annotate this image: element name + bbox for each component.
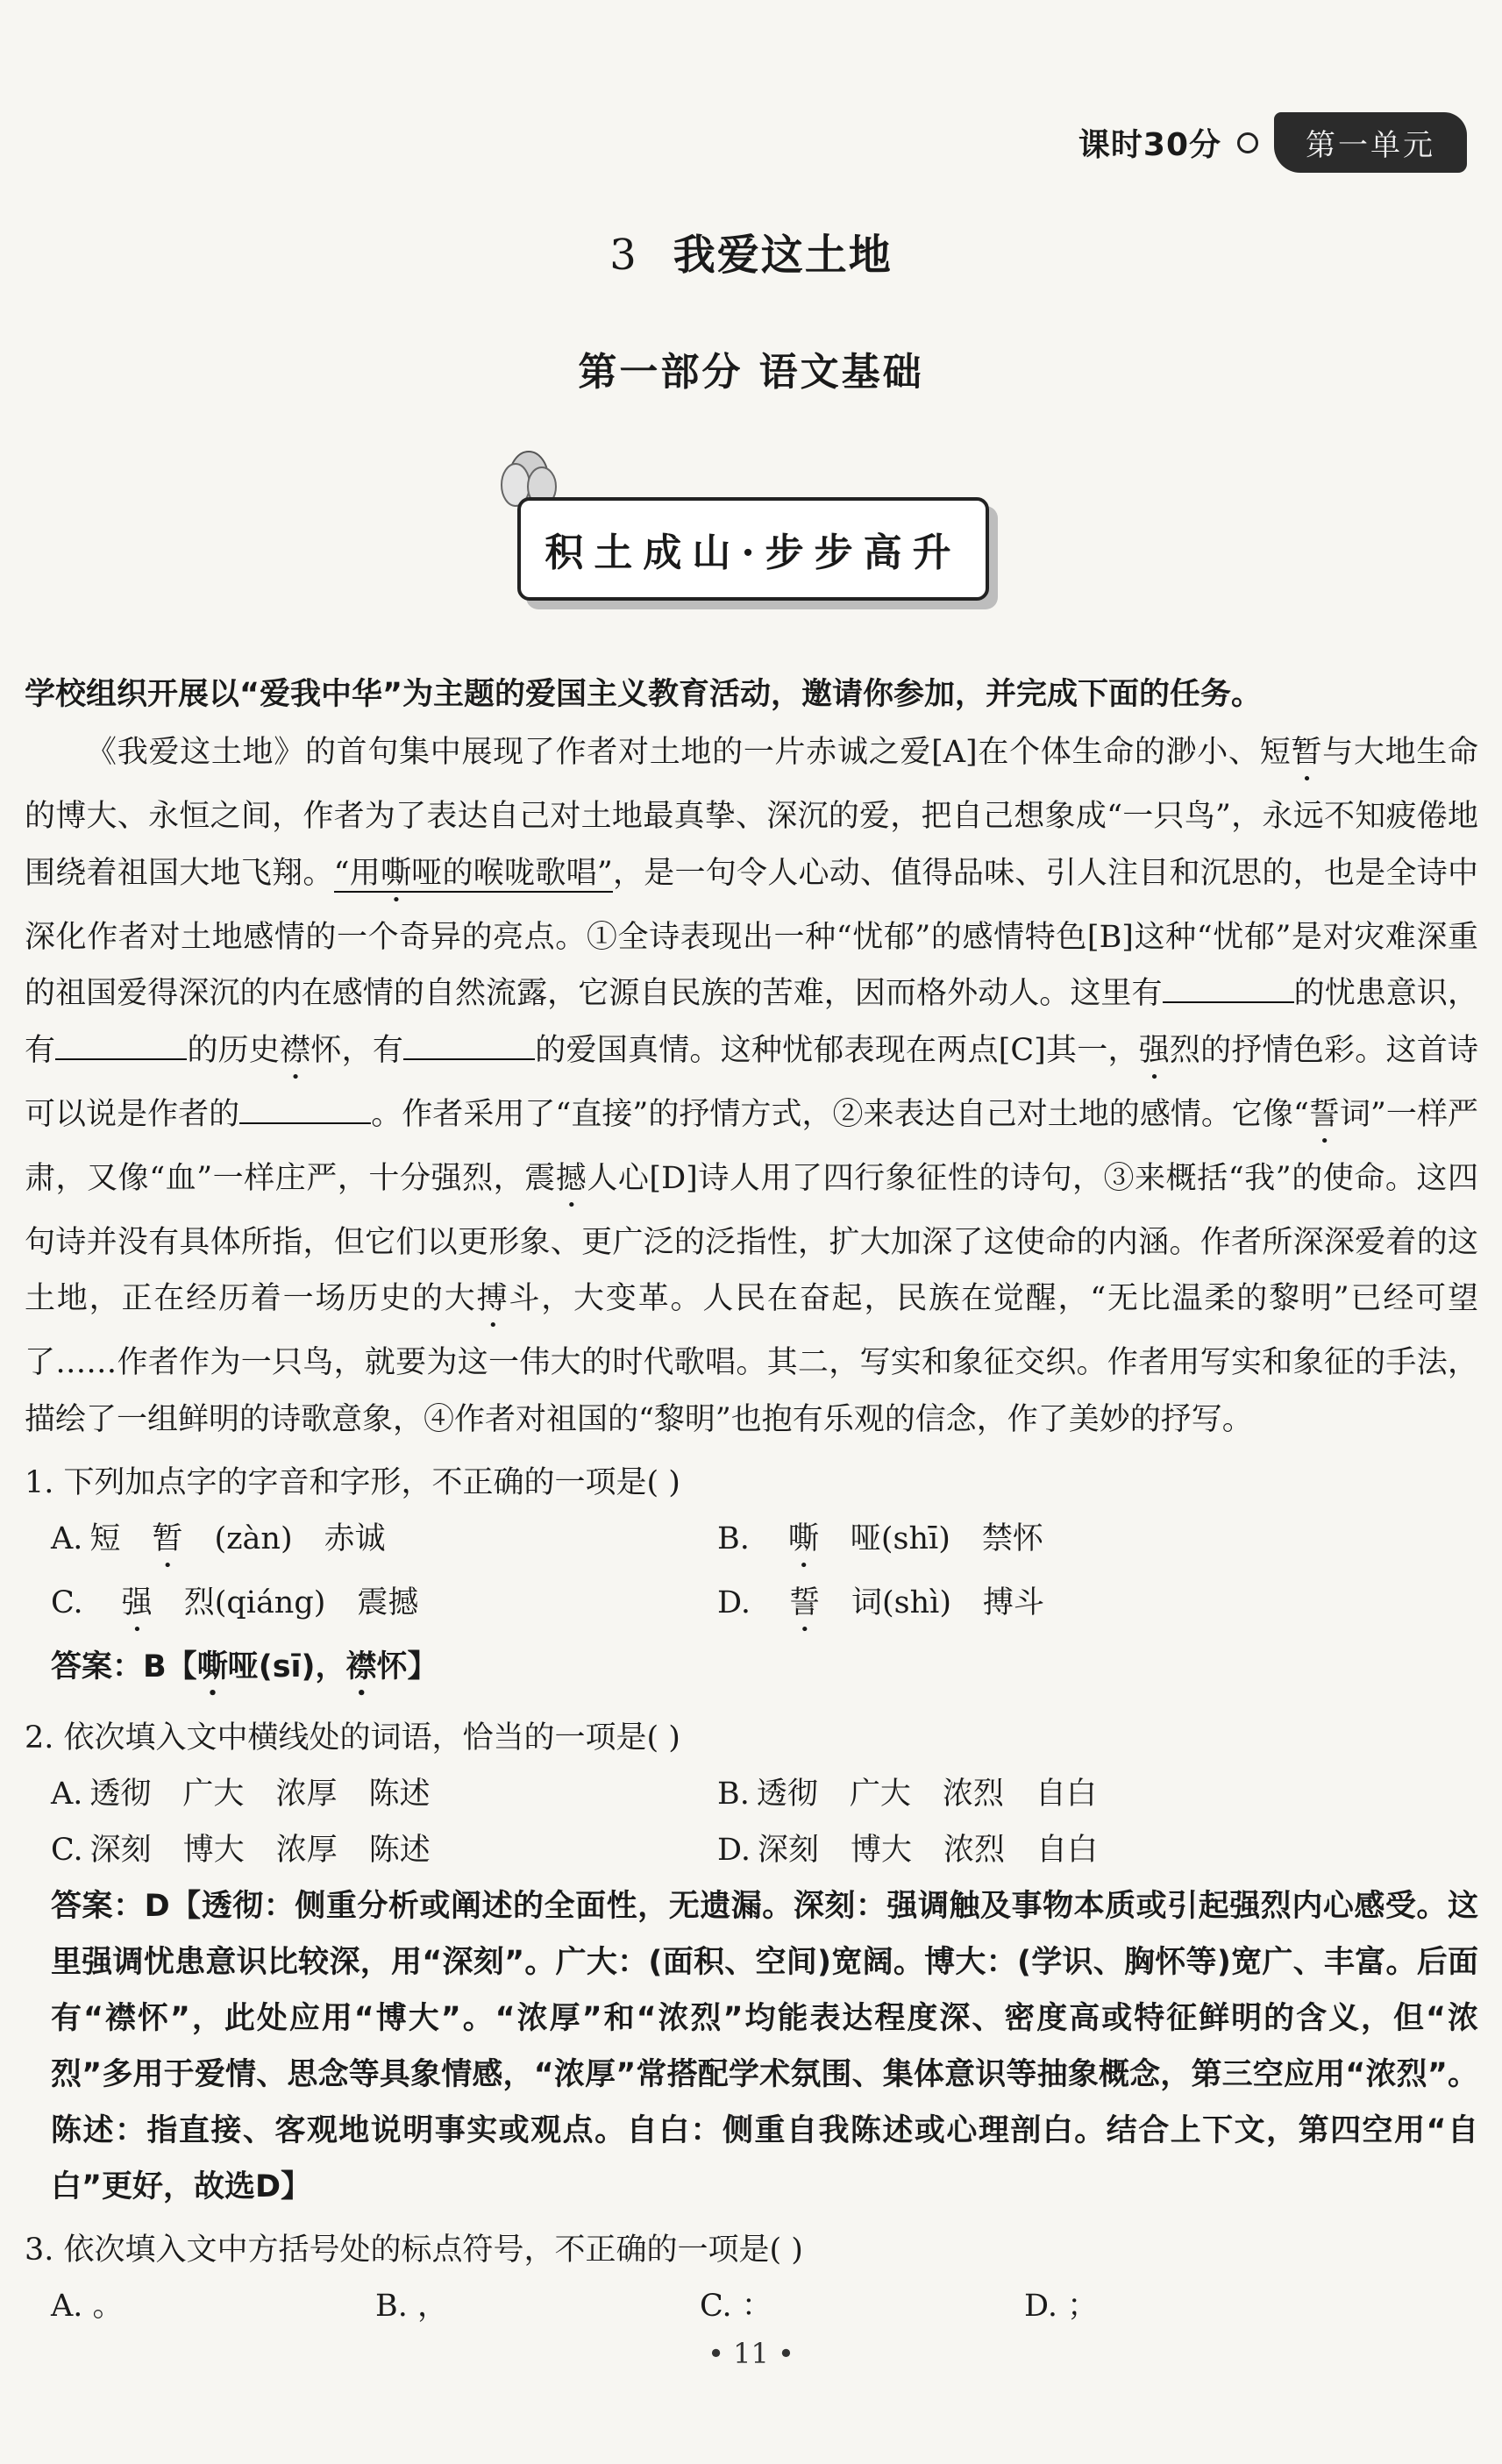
question-1-options <box>25 1511 1478 1639</box>
task-intro: 学校组织开展以“爱我中华”为主题的爱国主义教育活动，邀请你参加，并完成下面的任务。 <box>25 677 1263 712</box>
reading-passage: 《我爱这土地》的首句集中展现了作者对土地的一片赤诚之爱[A]在个体生命的渺小、短暂与大地生命的博大、永恒之间，作者为了表达自己对土地最真挚、深沉的爱，把自己想象成“一只鸟”，永远不知疲倦地围绕着祖国大地飞翔。“用嘶哑的喉咙歌唱”，是一句令人心动、值得品味、引人注目和沉思的，也是全诗中深化作者对土地感情的一个奇异的亮点。①全诗表现出一种“忧郁”的感情特色[B]这种“忧郁”是对灾难深重的祖国爱得深沉的内在感情的自然流露，它源自民族的苦难，因而格外动人。这里有 的忧患意识，有 的历史襟怀，有 的爱国真情。这种忧郁表现在两点[C]其一，强烈的抒情色彩。这首诗可以说是作者的 。作者采用了“直接”的抒情方式，②来表达自己对土地的感情。它像“誓词”一样严肃，又像“血”一样庄严，十分强烈，震撼人心[D]诗人用了四行象征性的诗句，③来概括“我”的使命。这四句诗并没有具体所指，但它们以更形象、更广泛的泛指性，扩大加深了这使命的内涵。作者所深深爱着的这土地，正在经历着一场历史的大搏斗，大变革。人民在奋起，民族在觉醒，“无比温柔的黎明”已经可望了……作者作为一只鸟，就要为这一伟大的时代歌唱。其二，写实和象征交织。作者用写实和象征的手法，描绘了一组鲜明的诗歌意象，④作者对祖国的“黎明”也抱有乐观的信念，作了美妙的抒写。 <box>25 735 1478 1437</box>
question-3-stem: 3. 依次填入文中方括号处的标点符号，不正确的一项是( ) <box>25 2233 803 2268</box>
question-2-options <box>25 1766 1478 1878</box>
lesson-title <box>0 221 1502 281</box>
q3-option-d[interactable]: D. ； <box>1024 2289 1099 2324</box>
section-banner <box>480 443 1007 618</box>
clock-icon <box>1237 132 1258 153</box>
q2-option-a[interactable]: A. 透彻 广大 浓厚 陈述 <box>51 1777 431 1812</box>
header-label: 课时30分 <box>1078 127 1221 163</box>
blank-3[interactable] <box>403 1032 535 1060</box>
q1-option-d[interactable]: D. 誓 词(shì) 搏斗 <box>717 1585 1044 1620</box>
underlined-quote: “用嘶哑的喉咙歌唱” <box>333 855 613 891</box>
banner-box <box>517 497 989 601</box>
lesson-number: 3 <box>609 231 638 280</box>
q1-option-a[interactable]: A. 短 暂 (zàn) 赤诚 <box>51 1521 386 1556</box>
q2-option-b[interactable]: B. 透彻 广大 浓烈 自白 <box>717 1777 1097 1812</box>
q3-option-c[interactable]: C. ： <box>700 2289 772 2324</box>
q1-option-c[interactable]: C. 强 烈(qiáng) 震撼 <box>51 1585 419 1620</box>
blank-1[interactable] <box>1163 975 1294 1003</box>
question-2-stem: 2. 依次填入文中横线处的词语，恰当的一项是( ) <box>25 1720 680 1755</box>
q1-option-b[interactable]: B. 嘶 哑(shī) 禁怀 <box>717 1521 1043 1556</box>
unit-badge: 第一单元 <box>1274 112 1467 173</box>
blank-4[interactable] <box>239 1096 371 1124</box>
blank-2[interactable] <box>55 1032 187 1060</box>
question-1-answer: 答案：B【嘶哑(sī)，襟怀】 <box>51 1649 438 1684</box>
question-3-options <box>25 2278 1478 2334</box>
q3-option-a[interactable]: A. 。 <box>51 2289 124 2324</box>
banner-text: 积土成山·步步高升 <box>545 531 962 575</box>
part-title: 第一部分 语文基础 <box>578 350 924 395</box>
lesson-name: 我爱这土地 <box>673 231 893 280</box>
q3-option-b[interactable]: B. ， <box>375 2289 448 2324</box>
page-header <box>1078 112 1467 173</box>
main-content <box>25 666 1478 2334</box>
page-number: • 11 • <box>708 2337 794 2370</box>
q2-option-d[interactable]: D. 深刻 博大 浓烈 自白 <box>717 1833 1099 1868</box>
question-2-answer: 答案：D【透彻：侧重分析或阐述的全面性，无遗漏。深刻：强调触及事物本质或引起强烈内心感受。这里强调忧患意识比较深，用“深刻”。广大：(面积、空间)宽阔。博大：(学识、胸怀等)宽广、丰富。后面有“襟怀”，此处应用“博大”。“浓厚”和“浓烈”均能表达程度深、密度高或特征鲜明的含义，但“浓烈”多用于爱情、思念等具象情感，“浓厚”常搭配学术氛围、集体意识等抽象概念，第三空应用“浓烈”。陈述：指直接、客观地说明事实或观点。自白：侧重自我陈述或心理剖白。结合上下文，第四空用“自白”更好，故选D】 <box>51 1889 1478 2204</box>
question-1-stem: 1. 下列加点字的字音和字形，不正确的一项是( ) <box>25 1465 680 1500</box>
q2-option-c[interactable]: C. 深刻 博大 浓厚 陈述 <box>51 1833 431 1868</box>
